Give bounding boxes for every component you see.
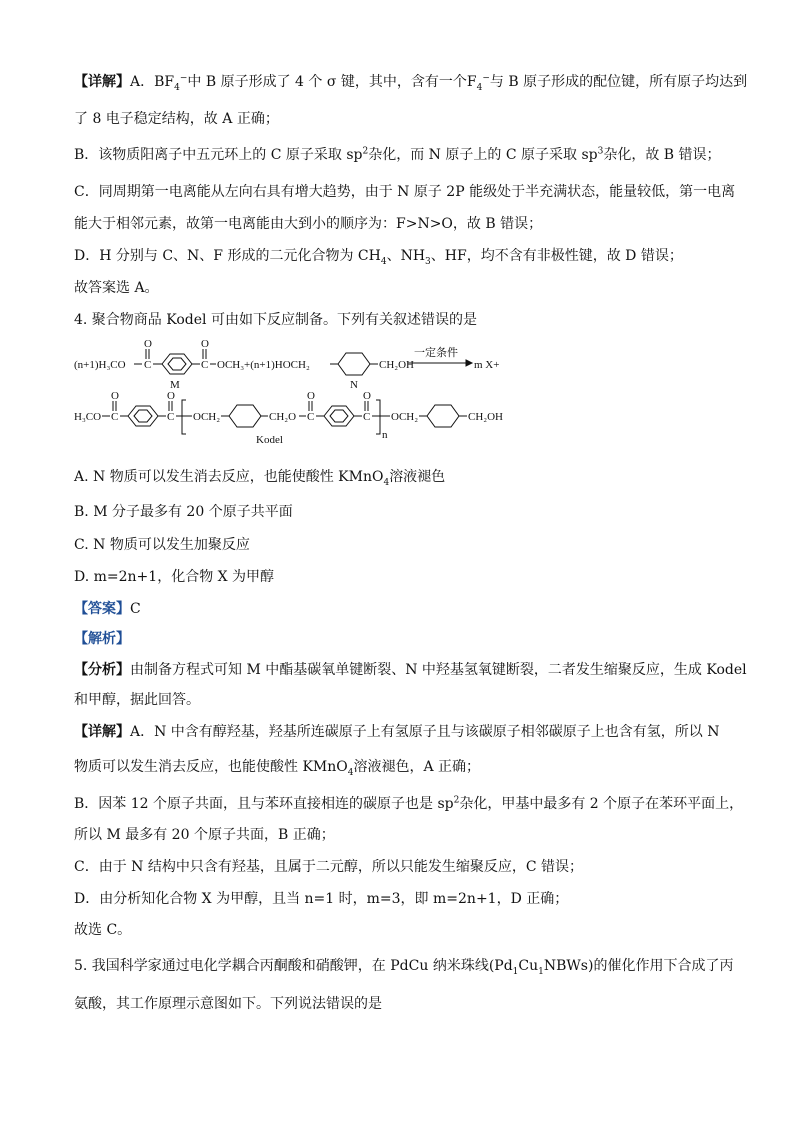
carbonyl-c: C — [307, 411, 315, 423]
scheme-h3co: H₃CO — [74, 411, 102, 423]
scheme-och2: OCH₂ — [193, 411, 221, 423]
carbonyl-o: O — [363, 390, 371, 402]
scheme-ch2o: CH₂O — [269, 411, 297, 423]
carbonyl-c: C — [201, 359, 209, 371]
detail-d-line: D．H 分别与 C、N、F 形成的二元化合物为 $CH_4$、$NH_3$、HF，均不含有非极性键，故 D 错误； — [74, 248, 683, 267]
benzene-ring-kodel-1 — [128, 406, 158, 426]
q5-stem-line2: 氨酸，其工作原理示意图如下。下列说法错误的是 — [74, 996, 382, 1012]
arrow-head — [466, 360, 472, 366]
q4-option-b: B. M 分子最多有 20 个原子共平面 — [74, 504, 293, 520]
label-n: N — [350, 379, 358, 391]
q4-detail-a-line2: 物质可以发生消去反应，也能使酸性 KMnO$_4$溶液褪色，A 正确； — [74, 759, 481, 778]
carbonyl-c: C — [363, 411, 371, 423]
carbonyl-o: O — [307, 390, 315, 402]
q4-option-d: D. m=2n+1，化合物 X 为甲醇 — [74, 569, 275, 585]
detail-conclusion: 故答案选 A。 — [74, 280, 159, 296]
benzene-inner — [330, 410, 348, 422]
carbonyl-c: C — [144, 359, 152, 371]
q4-analysis-heading — [74, 629, 734, 649]
benzene-inner — [168, 358, 186, 370]
cyclohexane-kodel — [229, 405, 261, 427]
scheme-och3: OCH₃+(n+1)HOCH₂ — [217, 359, 310, 371]
q4-detail-d-line: D．由分析知化合物 X 为甲醇，且当 n=1 时，m=3，即 m=2n+1，D 正确； — [74, 891, 569, 907]
bracket-right — [376, 400, 380, 434]
benzene-inner — [134, 410, 152, 422]
q4-answer — [74, 599, 734, 619]
label-m: M — [170, 379, 180, 391]
reaction-condition: 一定条件 — [414, 347, 458, 359]
q4-detail-a-line1: 【详解】A．N 中含有醇羟基，羟基所连碳原子上有氢原子且与该碳原子相邻碳原子上也含有氢，所以 N — [74, 724, 720, 740]
carbonyl-o: O — [167, 390, 175, 402]
answer-value: C — [130, 601, 141, 617]
bracket-left — [182, 400, 186, 434]
detail-a-line2: 了 8 电子稳定结构，故 A 正确； — [74, 111, 279, 127]
carbonyl-o: O — [144, 340, 152, 350]
q4-fenxi-line1: 【分析】由制备方程式可知 M 中酯基碳氧单键断裂、N 中羟基氢氧键断裂，二者发生缩聚反应，生成 Kodel — [74, 662, 747, 678]
detail-c-line2: 能大于相邻元素，故第一电离能由大到小的顺序为：F>N>O，故 B 错误； — [74, 216, 543, 232]
q4-fenxi-line2: 和甲醇，据此回答。 — [74, 692, 200, 708]
label-kodel: Kodel — [256, 434, 283, 446]
q4-detail-b-line1: B．因苯 12 个原子共面，且与苯环直接相连的碳原子也是 $sp^2$杂化，甲基中最多有 2 个原子在苯环平面上， — [74, 795, 744, 812]
q4-conclusion: 故选 C。 — [74, 922, 132, 938]
detail-b-line: B．该物质阳离子中五元环上的 C 原子采取 $sp^2$杂化，而 N 原子上的 C 原子采取 $sp^3$杂化，故 B 错误； — [74, 146, 721, 163]
scheme-product: m X+ — [474, 359, 500, 371]
fenxi-tag: 【分析】 — [74, 662, 130, 678]
benzene-ring-kodel-2 — [324, 406, 354, 426]
scheme-ch2oh: CH₂OH — [379, 359, 415, 371]
answer-tag: 【答案】 — [74, 601, 130, 617]
carbonyl-o: O — [111, 390, 119, 402]
scheme-och2-end: OCH₂ — [391, 411, 419, 423]
q4-option-a: A. N 物质可以发生消去反应，也能使酸性 KMnO$_4$溶液褪色 — [74, 469, 446, 488]
scheme-ch2oh-end: CH₂OH — [468, 411, 504, 423]
q4-reaction-scheme — [74, 340, 734, 450]
q4-option-c: C. N 物质可以发生加聚反应 — [74, 537, 250, 553]
scheme-lhs1: (n+1)H₃CO — [74, 359, 126, 371]
subscript-n: n — [382, 429, 388, 441]
q4-detail-c-line: C．由于 N 结构中只含有羟基，且属于二元醇，所以只能发生缩聚反应，C 错误； — [74, 859, 584, 875]
analysis-tag: 【解析】 — [74, 631, 130, 647]
cyclohexane-n — [338, 353, 370, 375]
carbonyl-c: C — [111, 411, 119, 423]
q4-detail-b-line2: 所以 M 最多有 20 个原子共面，B 正确； — [74, 827, 335, 843]
detail-tag: 【详解】 — [74, 724, 130, 740]
detail-a-line1: 【详解】A．$BF_4^-$中 B 原子形成了 4 个 σ 键，其中，含有一个$F_4^-$与 B 原子形成的配位键，所有原子均达到 — [74, 73, 748, 93]
detail-tag: 【详解】 — [74, 74, 130, 90]
detail-c-line1: C．同周期第一电离能从左向右具有增大趋势，由于 N 原子 2P 能级处于半充满状态，能量较低，第一电离 — [74, 184, 736, 200]
q5-stem-line1: 5. 我国科学家通过电化学耦合丙酮酸和硝酸钾，在 PdCu 纳米珠线$(Pd_1Cu_1NBWs)$的催化作用下合成了丙 — [74, 958, 734, 977]
carbonyl-o: O — [201, 340, 209, 350]
q4-stem: 4. 聚合物商品 Kodel 可由如下反应制备。下列有关叙述错误的是 — [74, 312, 477, 328]
benzene-ring-m — [162, 354, 192, 374]
carbonyl-c: C — [167, 411, 175, 423]
cyclohexane-end — [427, 405, 459, 427]
